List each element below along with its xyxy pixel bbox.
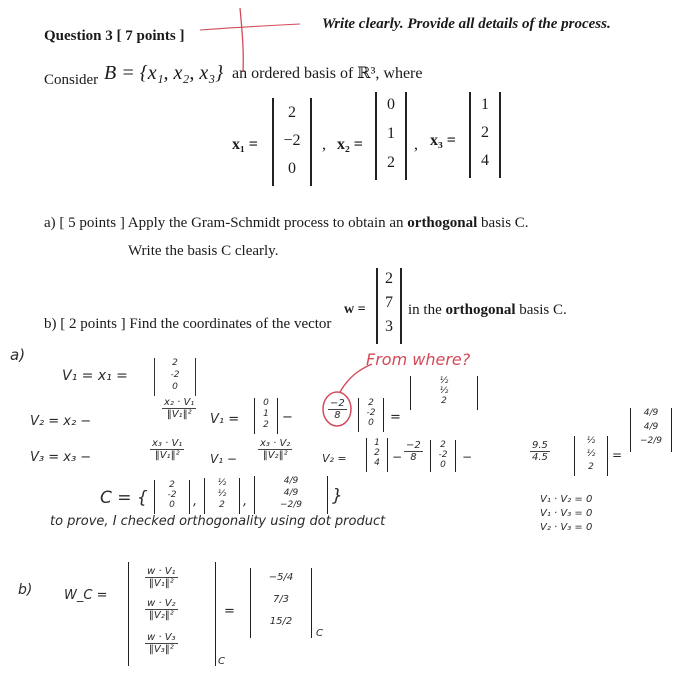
- x1-label: x₁ =: [232, 136, 258, 153]
- hw-frac-num: −2: [330, 398, 345, 409]
- hw-entry: 2: [441, 396, 447, 406]
- hw-v3-result: [630, 408, 672, 452]
- hw-frac-num: x₂ · V₁: [164, 397, 195, 408]
- x2-matrix: [375, 92, 407, 180]
- x1-entry: 2: [288, 104, 296, 121]
- basis-set: B = {x₁, x₂, x₃}: [104, 62, 224, 84]
- hw-frac-num: w · V₁: [147, 566, 176, 577]
- instruction: Write clearly. Provide all details of the process.: [322, 16, 611, 32]
- hw-entry: 0: [263, 398, 269, 408]
- comma: ,: [414, 136, 418, 153]
- part-b-text: b) [ 2 points ] Find the coordinates of the vector: [44, 316, 332, 332]
- hw-entry: -2: [167, 490, 177, 500]
- hw-wc-result: [250, 568, 312, 638]
- hw-wc-label: W_C =: [64, 588, 108, 603]
- hw-entry: 15/2: [269, 616, 293, 627]
- hw-minus: −: [392, 450, 403, 464]
- hw-frac-num: −2: [406, 440, 421, 451]
- hw-frac-num: w · V₃: [147, 632, 176, 643]
- hw-entry: -2: [366, 408, 376, 418]
- hw-frac-den: ‖V₂‖²: [262, 450, 288, 461]
- hw-v3-coef1: [404, 440, 423, 463]
- hw-check: V₂ · V₃ = 0: [540, 522, 593, 533]
- hw-v2-minus: −: [282, 410, 293, 425]
- hw-check: V₁ · V₃ = 0: [540, 508, 593, 519]
- hw-wc-result-sub: C: [316, 628, 323, 639]
- w-entry: 3: [385, 318, 393, 335]
- hw-v2-mid: V₁ =: [210, 412, 240, 427]
- comma: ,: [322, 136, 326, 153]
- hw-entry: 2: [169, 480, 175, 490]
- part-a-text: [44, 215, 529, 232]
- x2-entry: 2: [387, 154, 395, 171]
- hw-v2-start: V₂ = x₂ −: [30, 414, 92, 429]
- hw-entry: 4/9: [643, 408, 659, 418]
- hw-frac-den: ‖V₃‖²: [148, 644, 174, 655]
- hw-annotation: From where?: [366, 350, 471, 369]
- hw-c-v3: [254, 476, 328, 514]
- part-b-bold: orthogonal: [445, 302, 516, 318]
- x3-entry: 1: [481, 96, 489, 113]
- hw-entry: 0: [169, 500, 175, 510]
- hw-frac-den: ‖V₂‖²: [148, 610, 174, 621]
- hw-entry: ½: [217, 489, 227, 499]
- x3-label: x₃ =: [430, 132, 456, 149]
- part-b-suffix: [408, 302, 567, 319]
- hw-v3-mid2: V₂ =: [322, 452, 347, 465]
- hw-comma: ,: [243, 494, 248, 509]
- w-entry: 2: [385, 270, 393, 287]
- consider-prefix: Consider: [44, 72, 99, 88]
- hw-v1-entry: 0: [172, 382, 178, 392]
- hw-entry: 0: [440, 460, 446, 470]
- hw-v3-frac2: [258, 438, 292, 461]
- hw-c-close: }: [332, 486, 343, 506]
- hw-prove-line: to prove, I checked orthogonality using dot product: [50, 514, 386, 529]
- hw-frac-den: 8: [410, 452, 417, 463]
- hw-c-v1: [154, 480, 190, 514]
- w-matrix: [376, 268, 402, 344]
- hw-entry: −2/9: [639, 436, 663, 446]
- part-b-suffix-prefix: in the: [408, 302, 442, 318]
- hw-frac-den: ‖V₁‖²: [148, 578, 174, 589]
- hw-entry: ½: [439, 376, 449, 386]
- hw-wc-entry: [145, 566, 178, 589]
- hw-wc-matrix: [128, 562, 216, 666]
- hw-frac-num: x₃ · V₁: [152, 438, 183, 449]
- hw-entry: ½: [439, 386, 449, 396]
- x1-entry: 0: [288, 160, 296, 177]
- hw-frac-num: w · V₂: [147, 598, 176, 609]
- hw-entry: −5/4: [268, 572, 294, 583]
- hw-v3-x3: [366, 438, 388, 472]
- hw-frac-den: 4.5: [532, 452, 548, 463]
- hw-entry: 2: [374, 448, 380, 458]
- hw-equals: =: [612, 448, 623, 462]
- hw-entry: 4/9: [643, 422, 659, 432]
- hw-frac-den: 8: [334, 410, 341, 421]
- x1-matrix: [272, 98, 312, 186]
- hw-c-label: C = {: [100, 488, 148, 508]
- hw-minus: −: [462, 450, 473, 464]
- hw-v3-coef2: [530, 440, 550, 463]
- x2-entry: 0: [387, 96, 395, 113]
- hw-v1-entry: -2: [170, 370, 180, 380]
- hw-v1-entry: 2: [172, 358, 178, 368]
- hw-entry: 4/9: [283, 488, 299, 498]
- hw-entry: 0: [368, 418, 374, 428]
- hw-v2-v1: [358, 398, 384, 432]
- part-a-prefix: a) [ 5 points ] Apply the Gram-Schmidt process to obtain an: [44, 215, 404, 231]
- hw-v3-v1: [430, 440, 456, 472]
- hw-wc-entry: [145, 598, 178, 621]
- hw-entry: 2: [263, 420, 269, 430]
- hw-entry: 2: [588, 462, 594, 472]
- part-a-suffix: basis C.: [481, 215, 529, 231]
- hw-v3-mid1: V₁ −: [210, 452, 237, 466]
- hw-frac-num: x₃ · V₂: [260, 438, 291, 449]
- x1-entry: −2: [283, 132, 301, 149]
- hw-entry: −2/9: [279, 500, 303, 510]
- hw-a-label: a): [10, 346, 26, 364]
- hw-wc-sub: C: [218, 656, 225, 667]
- hw-v3-v2: [574, 436, 608, 476]
- part-a-line2: Write the basis C clearly.: [128, 243, 279, 259]
- hw-frac-num: 9.5: [532, 440, 548, 451]
- consider-suffix: an ordered basis of ℝ³, where: [232, 65, 423, 82]
- hw-v3-frac1: [150, 438, 184, 461]
- x2-entry: 1: [387, 125, 395, 142]
- hw-entry: 1: [263, 409, 269, 419]
- hw-v3-start: V₃ = x₃ −: [30, 450, 92, 465]
- w-label: w =: [344, 302, 366, 317]
- hw-comma: ,: [193, 494, 198, 509]
- question-title: Question 3 [ 7 points ]: [44, 28, 185, 44]
- hw-entry: 1: [374, 438, 380, 448]
- hw-entry: -2: [438, 450, 448, 460]
- x3-entry: 4: [481, 152, 489, 169]
- hw-entry: ½: [217, 478, 227, 488]
- x2-label: x₂ =: [337, 136, 363, 153]
- hw-frac-den: ‖V₁‖²: [154, 450, 180, 461]
- w-entry: 7: [385, 294, 393, 311]
- part-a-bold: orthogonal: [407, 215, 478, 231]
- hw-equals: =: [224, 604, 235, 619]
- hw-entry: 7/3: [272, 594, 290, 605]
- hw-v2-coef: [328, 398, 347, 421]
- hw-entry: 2: [368, 398, 374, 408]
- hw-v2-x2: [254, 398, 278, 434]
- hw-entry: 2: [440, 440, 446, 450]
- hw-frac-den: ‖V₁‖²: [166, 409, 192, 420]
- hw-entry: ½: [586, 449, 596, 459]
- hw-v1-vector: [154, 358, 196, 396]
- x3-entry: 2: [481, 124, 489, 141]
- hw-entry: 4: [374, 458, 380, 468]
- hw-equals: =: [390, 410, 401, 425]
- hw-entry: ½: [586, 436, 596, 446]
- hw-check: V₁ · V₂ = 0: [540, 494, 593, 505]
- x3-matrix: [469, 92, 501, 178]
- hw-v2-frac: [162, 397, 196, 420]
- part-b-suffix-text: basis C.: [519, 302, 567, 318]
- hw-c-v2: [204, 478, 240, 514]
- hw-wc-entry: [145, 632, 178, 655]
- hw-v1-eq: V₁ = x₁ =: [62, 368, 128, 384]
- hw-entry: 4/9: [283, 476, 299, 486]
- hw-b-label: b): [18, 582, 33, 598]
- hw-entry: 2: [219, 500, 225, 510]
- hw-v2-result: [410, 376, 478, 410]
